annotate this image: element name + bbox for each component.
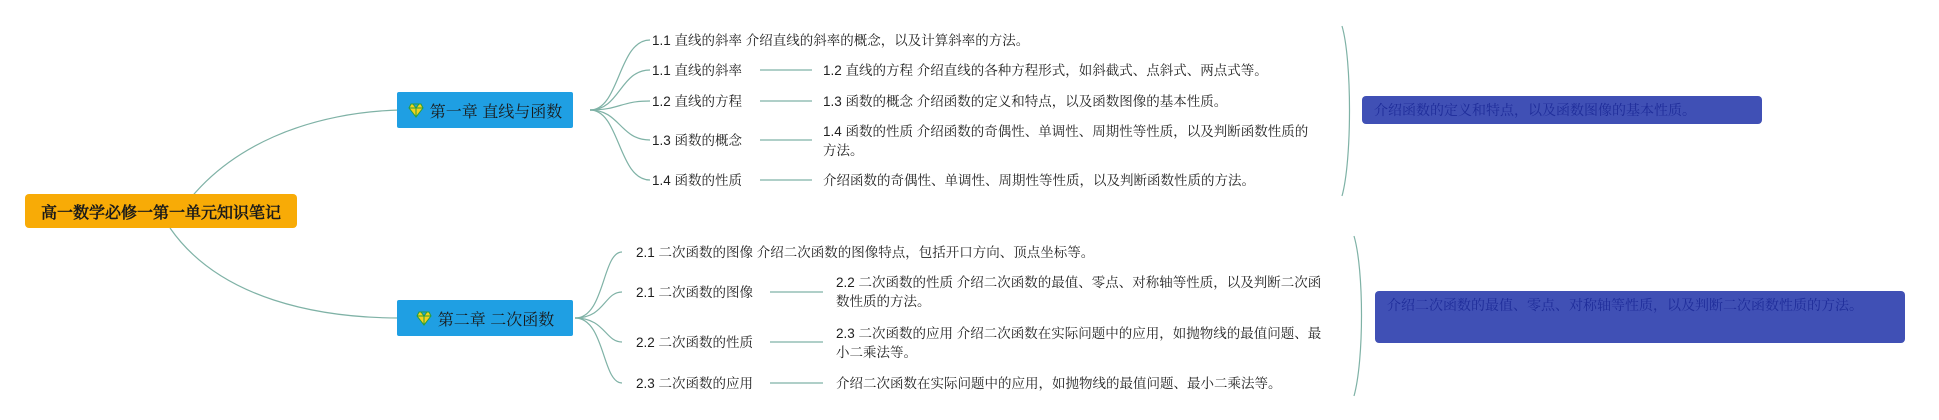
chapter-1-summary-text: 介绍函数的定义和特点，以及函数图像的基本性质。 (1374, 102, 1696, 118)
chapter-1-summary[interactable] (1362, 96, 1762, 124)
chapter-1-node[interactable] (397, 92, 573, 128)
chapter-1-topic[interactable]: 1.3 函数的概念 (652, 133, 743, 148)
chapter-2-topic[interactable]: 2.1 二次函数的图像 (636, 285, 754, 300)
chapter-1-detail[interactable]: 介绍函数的奇偶性、单调性、周期性等性质，以及判断函数性质的方法。 (823, 173, 1255, 188)
root-title: 高一数学必修一第一单元知识笔记 (40, 204, 281, 222)
chapter-2-topic[interactable]: 2.1 二次函数的图像 介绍二次函数的图像特点，包括开口方向、顶点坐标等。 (636, 245, 1095, 260)
root-node[interactable] (25, 194, 297, 228)
chapter-2-detail[interactable]: 2.2 二次函数的性质 介绍二次函数的最值、零点、对称轴等性质，以及判断二次函数性质的方法。 (836, 275, 1322, 309)
chapter-2-topic[interactable]: 2.2 二次函数的性质 (636, 335, 754, 350)
chapter-2-title: 第二章 二次函数 (437, 311, 555, 329)
chapter-2-summary-text: 介绍二次函数的最值、零点、对称轴等性质，以及判断二次函数性质的方法。 (1387, 297, 1863, 313)
gem-icon (416, 310, 432, 326)
chapter-2-topic[interactable]: 2.3 二次函数的应用 (636, 376, 754, 391)
chapter-1-detail[interactable]: 1.2 直线的方程 介绍直线的各种方程形式，如斜截式、点斜式、两点式等。 (823, 63, 1268, 78)
chapter-2-summary[interactable] (1375, 291, 1905, 343)
chapter-1-detail[interactable]: 1.4 函数的性质 介绍函数的奇偶性、单调性、周期性等性质，以及判断函数性质的方法。 (823, 124, 1309, 158)
chapter-2-detail[interactable]: 介绍二次函数在实际问题中的应用，如抛物线的最值问题、最小二乘法等。 (836, 376, 1282, 391)
gem-icon (408, 102, 424, 118)
chapter-1-topic[interactable]: 1.4 函数的性质 (652, 173, 743, 188)
chapter-1-topic[interactable]: 1.1 直线的斜率 (652, 63, 743, 78)
chapter-1-detail[interactable]: 1.3 函数的概念 介绍函数的定义和特点，以及函数图像的基本性质。 (823, 94, 1228, 109)
chapter-1-topic[interactable]: 1.1 直线的斜率 介绍直线的斜率的概念，以及计算斜率的方法。 (652, 33, 1030, 48)
chapter-1-topic[interactable]: 1.2 直线的方程 (652, 94, 743, 109)
chapter-2-node[interactable] (397, 300, 573, 336)
chapter-2-detail[interactable]: 2.3 二次函数的应用 介绍二次函数在实际问题中的应用，如抛物线的最值问题、最小二乘法等。 (836, 326, 1322, 360)
chapter-1-title: 第一章 直线与函数 (429, 103, 563, 121)
